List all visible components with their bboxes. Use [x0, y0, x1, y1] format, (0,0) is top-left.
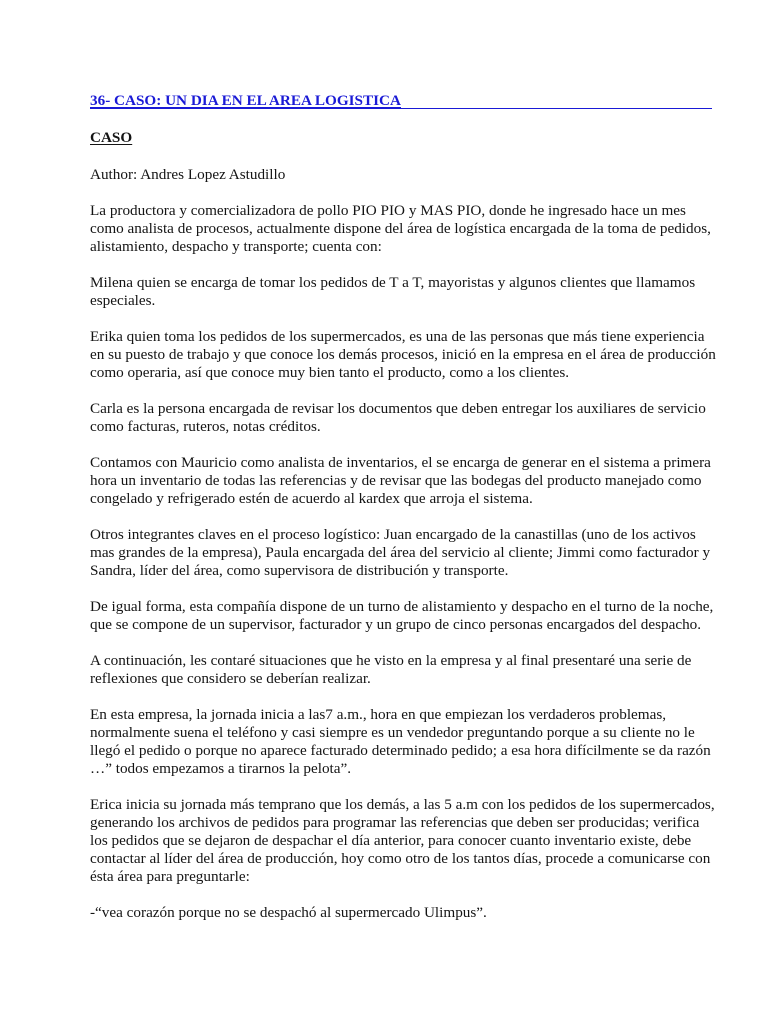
author-line: Author: Andres Lopez Astudillo: [90, 166, 286, 183]
paragraph-mauricio: Contamos con Mauricio como analista de inventarios, el se encarga de generar en el sistema a primera hora un inventario de todas las referencias y de revisar que las bodegas del producto manejado como congelado y refrigerado estén de acuerdo al kardex que arroja el sistema.: [90, 454, 711, 507]
paragraph-milena: Milena quien se encarga de tomar los pedidos de T a T, mayoristas y algunos clientes que llamamos especiales.: [90, 274, 696, 309]
paragraph-quote: -“vea corazón porque no se despachó al supermercado Ulimpus”.: [90, 904, 487, 921]
paragraph-carla: Carla es la persona encargada de revisar los documentos que deben entregar los auxiliares de servicio como facturas, ruteros, notas créditos.: [90, 400, 706, 435]
paragraph-other-members: Otros integrantes claves en el proceso logístico: Juan encargado de la canastillas (uno de los activos mas grandes de la empresa), Paula encargada del área del servicio al cliente; Jimmi como facturador y Sandra, líder del área, como supervisora de distribución y transporte.: [90, 526, 711, 579]
paragraph-night-shift: De igual forma, esta compañía dispone de un turno de alistamiento y despacho en el turno de la noche, que se compone de un supervisor, facturador y un grupo de cinco personas encargados del despacho.: [90, 598, 714, 633]
document-heading-text[interactable]: 36- CASO: UN DIA EN EL AREA LOGISTICA: [90, 92, 401, 109]
paragraph-intro: La productora y comercializadora de pollo PIO PIO y MAS PIO, donde he ingresado hace un mes como analista de procesos, actualmente dispone del área de logística encargada de la toma de pedidos, alistamiento, despacho y transporte; cuenta con:: [90, 202, 711, 255]
paragraph-erica: Erica inicia su jornada más temprano que los demás, a las 5 a.m con los pedidos de los supermercados, generando los archivos de pedidos para programar las referencias que deben ser producidas; verifica los pedidos que se dejaron de despachar el día anterior, para conocer cuanto inventario existe, debe contactar al líder del área de producción, hoy como otro de los tantos días, procede a comunicarse con ésta área para preguntarle:: [90, 796, 715, 885]
heading-underline-rule: [90, 108, 712, 109]
paragraph-workday: En esta empresa, la jornada inicia a las7 a.m., hora en que empiezan los verdaderos problemas, normalmente suena el teléfono y casi siempre es un vendedor preguntando porque a su cliente no le llegó el pedido o porque no aparece facturado determinado pedido; a esa hora difícilmente se da razón …” todos empezamos a tirarnos la pelota”.: [90, 706, 711, 777]
section-title: CASO: [90, 129, 133, 146]
document-page: [90, 92, 718, 922]
document-heading[interactable]: [90, 92, 712, 110]
paragraph-erika: Erika quien toma los pedidos de los supermercados, es una de las personas que más tiene experiencia en su puesto de trabajo y que conoce los demás procesos, inició en la empresa en el área de producción como operaria, así que conoce muy bien tanto el producto, como a los clientes.: [90, 328, 716, 381]
paragraph-continuation: A continuación, les contaré situaciones que he visto en la empresa y al final presentaré una serie de reflexiones que considero se deberían realizar.: [90, 652, 692, 687]
